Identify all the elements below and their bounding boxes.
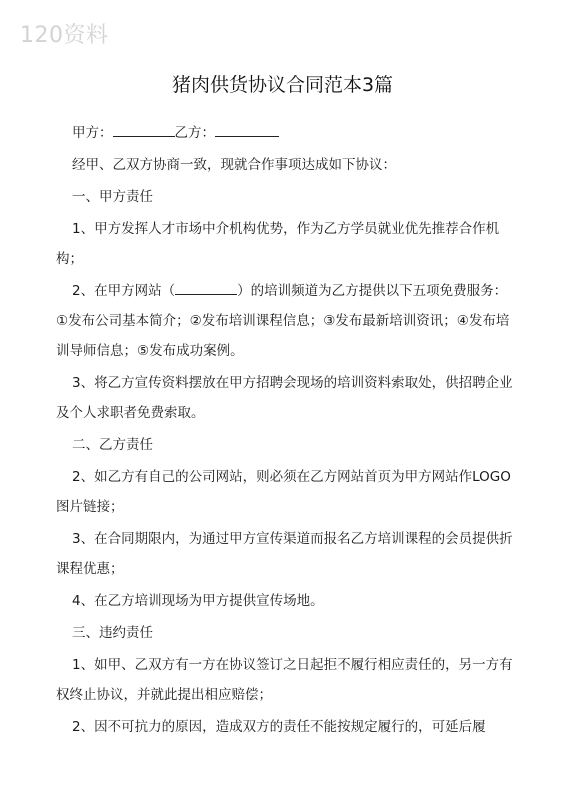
party-a-blank <box>113 122 175 137</box>
clause-b4: 4、在乙方培训现场为甲方提供宣传场地。 <box>72 593 324 609</box>
website-blank <box>175 280 237 295</box>
section-heading-c: 三、违约责任 <box>72 625 153 641</box>
section-heading-b: 二、乙方责任 <box>72 437 153 453</box>
section-heading-a: 一、甲方责任 <box>72 189 153 205</box>
intro-paragraph: 经甲、乙双方协商一致，现就合作事项达成如下协议： <box>72 157 396 173</box>
clause-a3: 3、将乙方宣传资料摆放在甲方招聘会现场的培训资料索取处，供招聘企业及个人求职者免费索取。 <box>56 375 513 421</box>
party-b-label: 乙方： <box>174 125 215 141</box>
party-line <box>56 118 516 148</box>
clause-a2 <box>56 276 516 366</box>
party-b-blank <box>215 122 279 137</box>
party-a-label: 甲方： <box>72 125 113 141</box>
document-title: 猪肉供货协议合同范本3篇 <box>171 74 394 96</box>
clause-a1: 1、甲方发挥人才市场中介机构优势，作为乙方学员就业优先推荐合作机构； <box>56 221 500 267</box>
clause-b2: 2、如乙方有自己的公司网站，则必须在乙方网站首页为甲方网站作LOGO图片链接； <box>56 469 511 515</box>
clause-a2-rest: ）的培训频道为乙方提供以下五项免费服务：①发布公司基本简介；②发布培训课程信息；③发布最新培训资讯；④发布培训导师信息；⑤发布成功案例。 <box>56 283 510 359</box>
document-body <box>56 118 516 744</box>
clause-a2-start: 2、在甲方网站（ <box>72 283 176 299</box>
clause-b3: 3、在合同期限内，为通过甲方宣传渠道而报名乙方培训课程的会员提供折课程优惠； <box>56 531 513 577</box>
clause-c2: 2、因不可抗力的原因，造成双方的责任不能按规定履行的，可延后履 <box>72 719 486 735</box>
watermark: 120资料 <box>20 23 109 48</box>
clause-c1: 1、如甲、乙双方有一方在协议签订之日起拒不履行相应责任的，另一方有权终止协议，并就此提出相应赔偿； <box>56 657 513 703</box>
